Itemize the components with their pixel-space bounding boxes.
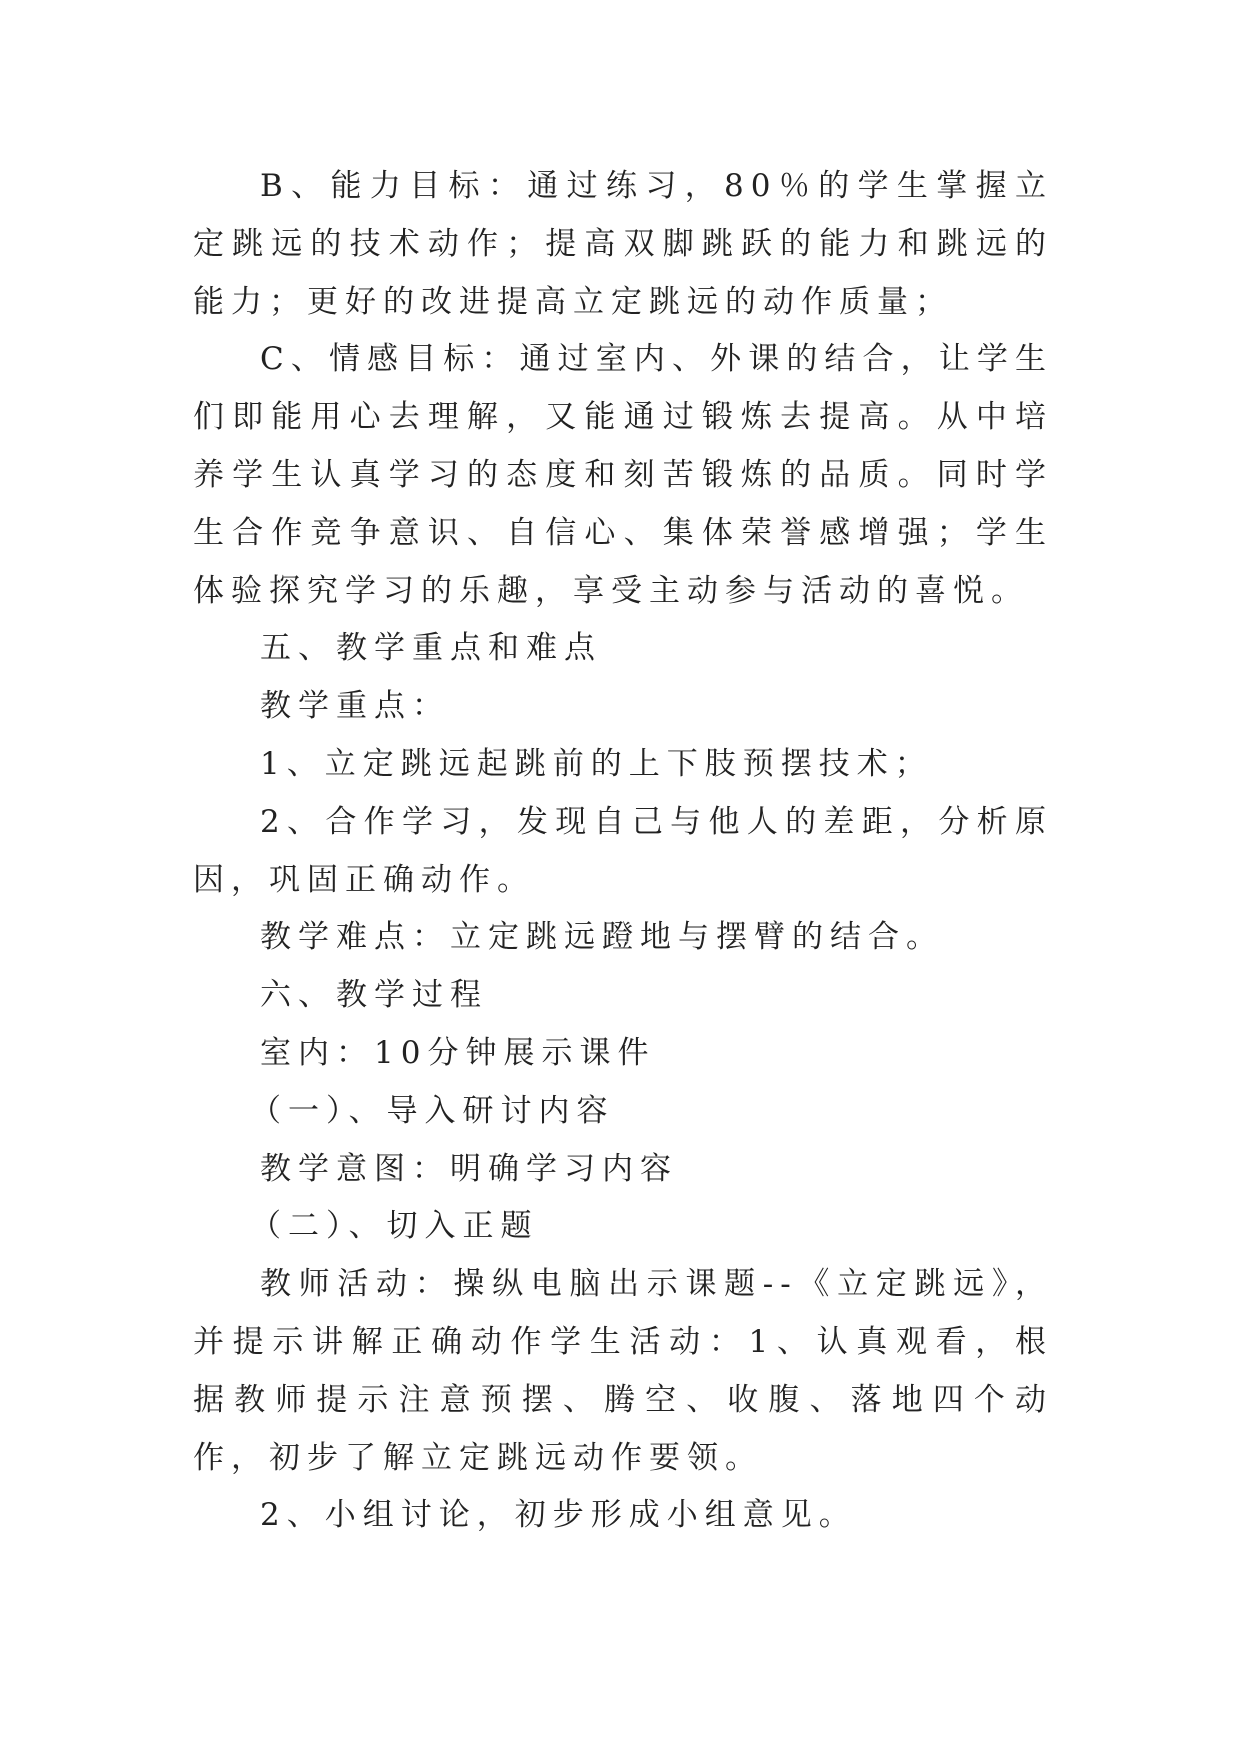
step-1-heading: （一）、导入研讨内容: [250, 1092, 615, 1129]
section-heading-process: 六、教学过程: [260, 977, 488, 1014]
intent-paragraph: 教学意图：明确学习内容: [260, 1150, 678, 1187]
group-discussion-paragraph: 2、小组讨论，初步形成小组意见。: [260, 1497, 857, 1534]
difficulty-paragraph: 教学难点：立定跳远蹬地与摆臂的结合。: [260, 919, 944, 956]
key-point-2: 2、合作学习，发现自己与他人的差距，分析原因，巩固正确动作。: [193, 803, 1053, 898]
teacher-activity-paragraph: 教师活动：操纵电脑出示课题--《立定跳远》，并提示讲解正确动作学生活动：1、认真观看，根据教师提示注意预摆、腾空、收腹、落地四个动作，初步了解立定跳远动作要领。: [193, 1266, 1053, 1476]
key-points-label: 教学重点：: [260, 688, 450, 725]
document-body: [193, 158, 1053, 1545]
indoor-paragraph: 室内：10分钟展示课件: [260, 1034, 656, 1071]
key-point-1: 1、立定跳远起跳前的上下肢预摆技术；: [260, 745, 933, 782]
section-heading-key-points: 五、教学重点和难点: [260, 630, 602, 667]
ability-goal-paragraph: B、能力目标：通过练习，80％的学生掌握立定跳远的技术动作；提高双脚跳跃的能力和跳远的能力；更好的改进提高立定跳远的动作质量；: [193, 168, 1053, 320]
step-2-heading: （二）、切入正题: [250, 1208, 539, 1245]
emotion-goal-paragraph: C、情感目标：通过室内、外课的结合，让学生们即能用心去理解，又能通过锻炼去提高。从中培养学生认真学习的态度和刻苦锻炼的品质。同时学生合作竞争意识、自信心、集体荣誉感增强；学生体验探究学习的乐趣，享受主动参与活动的喜悦。: [193, 341, 1053, 609]
